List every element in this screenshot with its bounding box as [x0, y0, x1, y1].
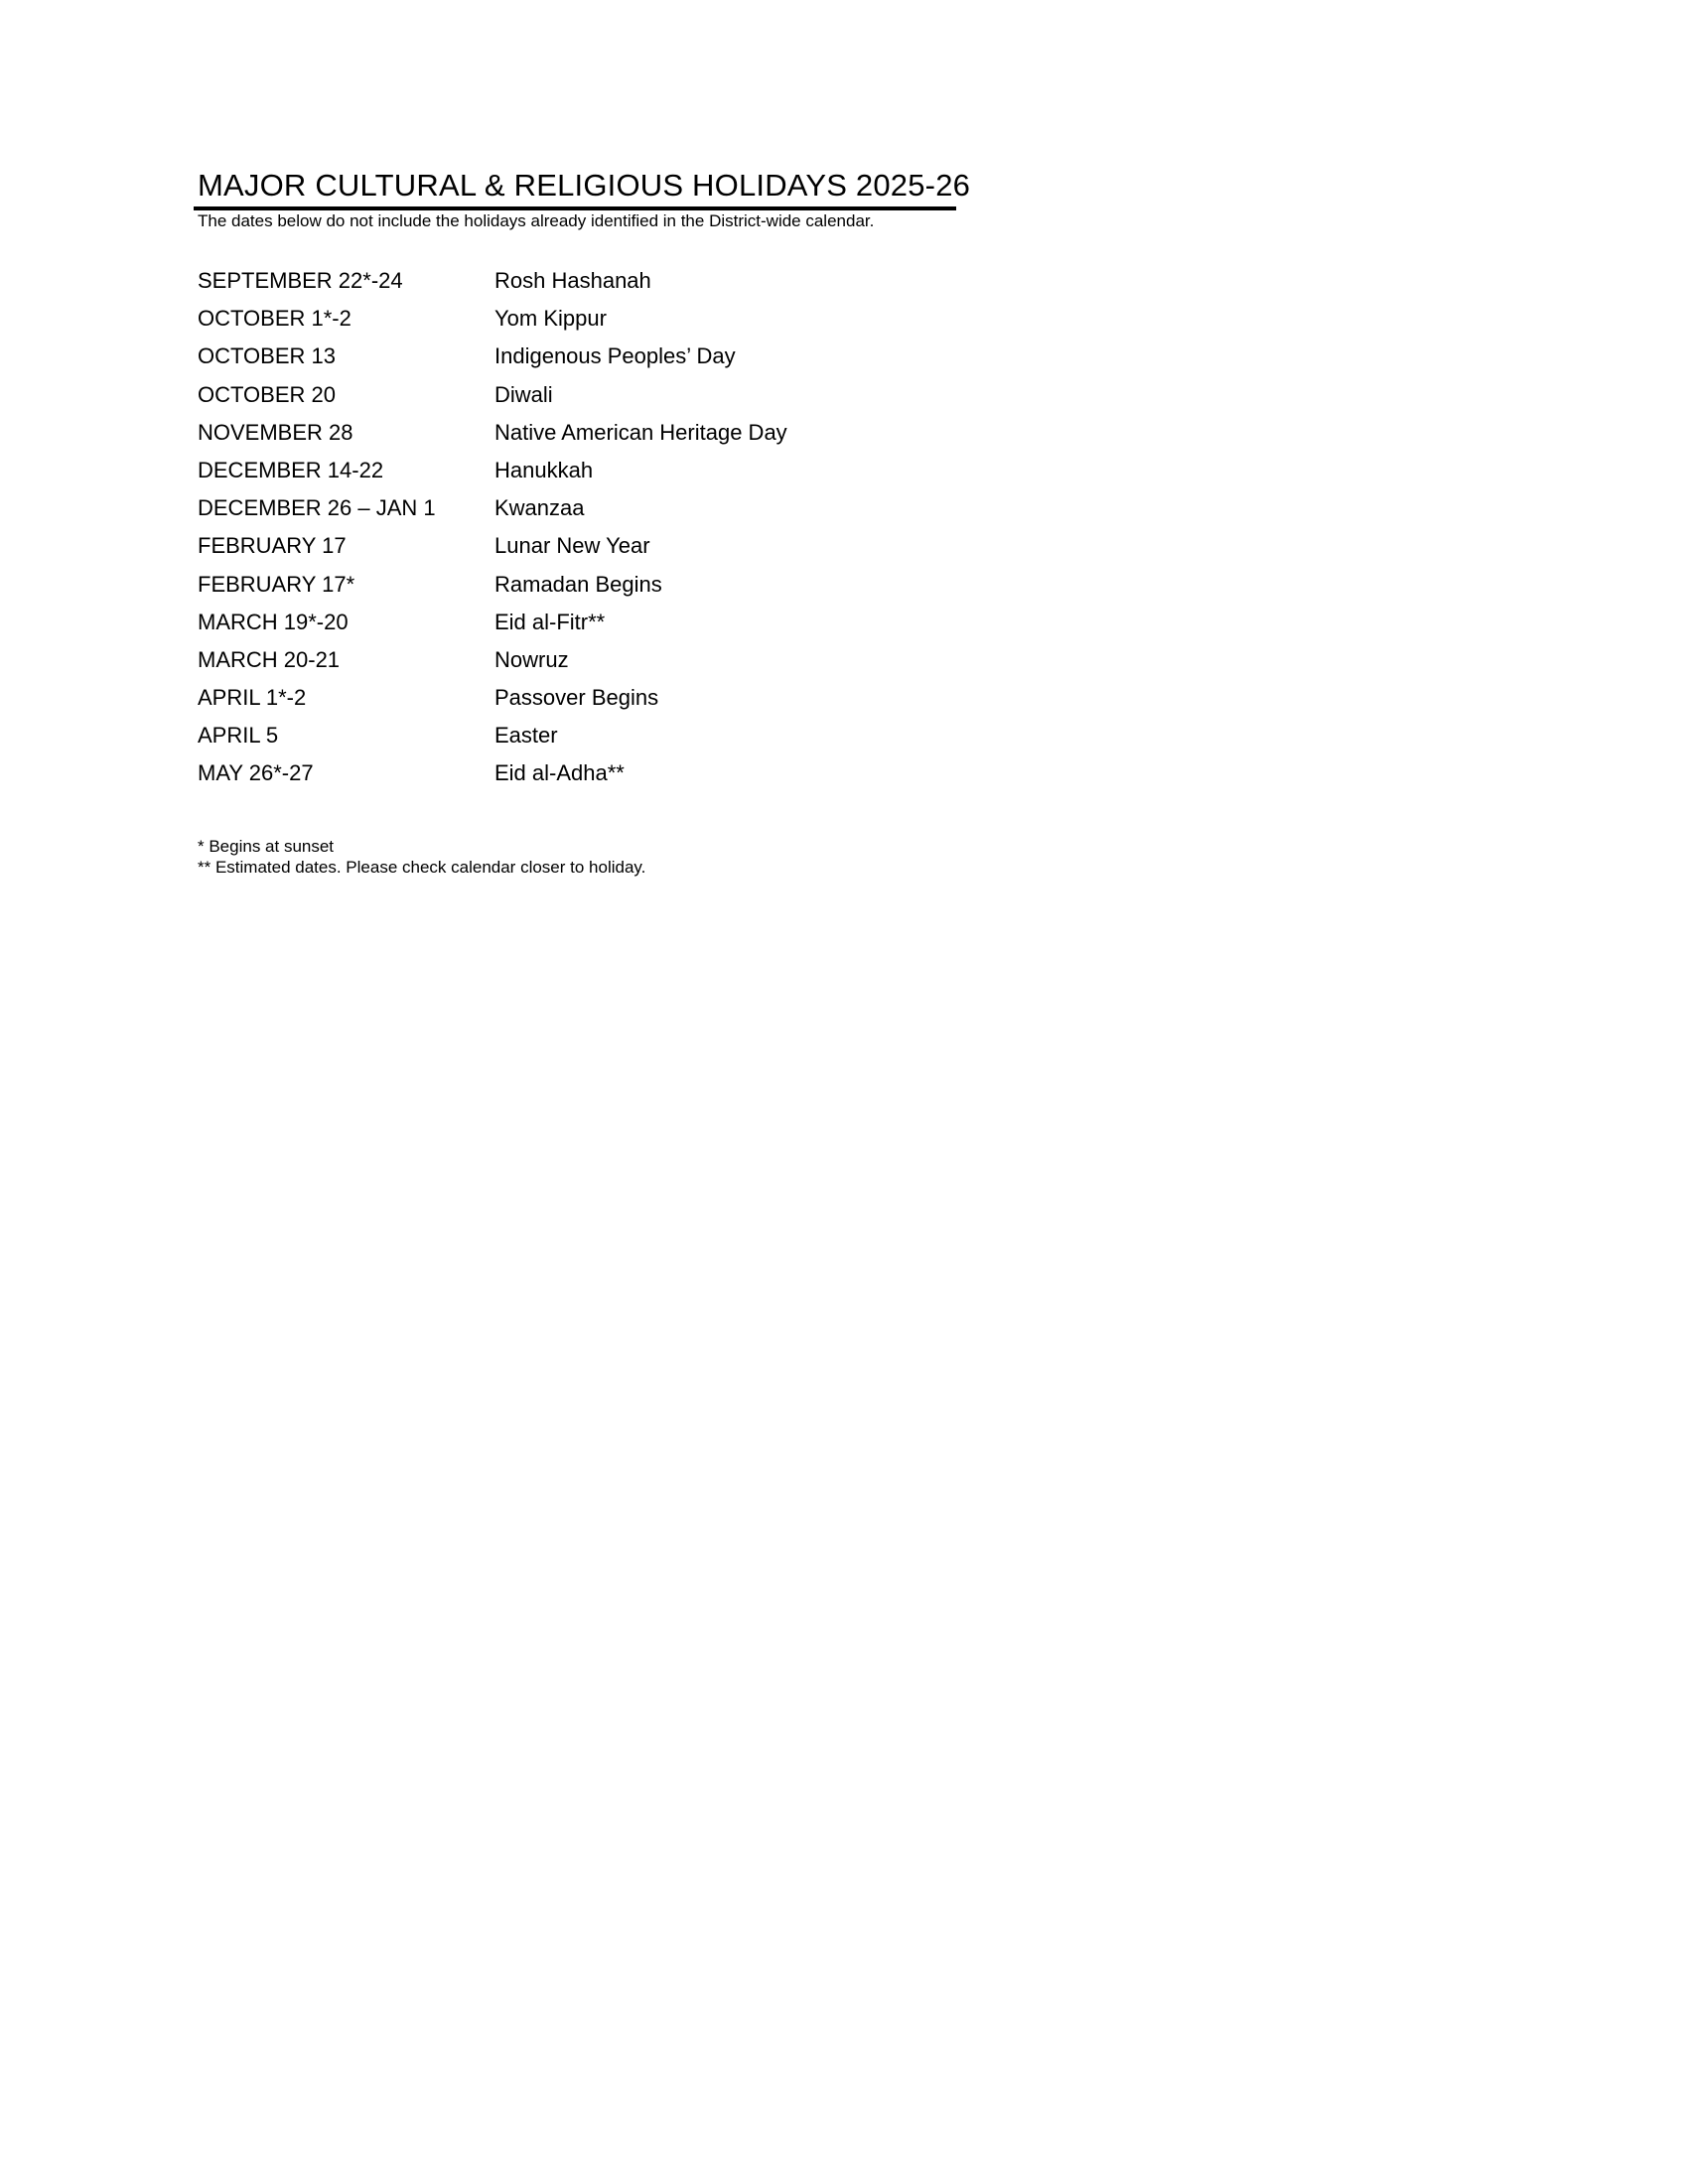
holiday-date: FEBRUARY 17* [198, 571, 355, 597]
holiday-date: DECEMBER 14-22 [198, 457, 384, 482]
holiday-row [198, 493, 1091, 531]
holiday-name: Yom Kippur [494, 306, 607, 332]
holiday-name: Rosh Hashanah [494, 268, 651, 293]
holiday-row [198, 608, 1091, 645]
holiday-date: OCTOBER 1*-2 [198, 306, 352, 332]
holiday-row [198, 683, 1091, 721]
holiday-row [198, 456, 1091, 493]
holiday-name: Diwali [494, 381, 553, 407]
holiday-row [198, 418, 1091, 456]
holiday-name: Easter [494, 723, 558, 749]
holiday-row [198, 645, 1091, 683]
holiday-date: OCTOBER 20 [198, 381, 336, 407]
holiday-name: Nowruz [494, 646, 569, 672]
footnote-sunset: * Begins at sunset [198, 837, 335, 856]
page-subtitle: The dates below do not include the holidays already identified in the District-wide calendar. [198, 211, 875, 230]
holiday-date: SEPTEMBER 22*-24 [198, 268, 403, 293]
holiday-row [198, 531, 1091, 569]
holiday-date: APRIL 1*-2 [198, 685, 307, 711]
holiday-date: DECEMBER 26 – JAN 1 [198, 495, 436, 521]
page-title: MAJOR CULTURAL & RELIGIOUS HOLIDAYS 2025-26 [198, 168, 971, 203]
holiday-row [198, 266, 1091, 304]
holiday-date: MARCH 19*-20 [198, 609, 349, 634]
holiday-name: Eid al-Adha** [494, 760, 625, 786]
holiday-name: Native American Heritage Day [494, 419, 787, 445]
holiday-date: FEBRUARY 17 [198, 533, 347, 559]
holiday-list [198, 266, 1091, 797]
document-header [198, 167, 971, 230]
footnote-estimated: ** Estimated dates. Please check calendar closer to holiday. [198, 858, 646, 877]
holiday-name: Indigenous Peoples’ Day [494, 343, 736, 369]
holiday-name: Ramadan Begins [494, 571, 662, 597]
title-underline [194, 206, 956, 210]
holiday-name: Lunar New Year [494, 533, 650, 559]
holiday-row [198, 341, 1091, 379]
holiday-name: Eid al-Fitr** [494, 609, 606, 634]
holiday-name: Kwanzaa [494, 495, 585, 521]
holiday-name: Hanukkah [494, 457, 594, 482]
holiday-date: MAY 26*-27 [198, 760, 314, 786]
holiday-name: Passover Begins [494, 685, 659, 711]
footnotes [198, 836, 645, 878]
holiday-date: OCTOBER 13 [198, 343, 336, 369]
holiday-row [198, 721, 1091, 758]
holiday-row [198, 380, 1091, 418]
holiday-row [198, 304, 1091, 341]
holiday-row [198, 570, 1091, 608]
holiday-date: NOVEMBER 28 [198, 419, 353, 445]
holiday-date: APRIL 5 [198, 723, 279, 749]
holiday-row [198, 758, 1091, 796]
holiday-date: MARCH 20-21 [198, 646, 341, 672]
